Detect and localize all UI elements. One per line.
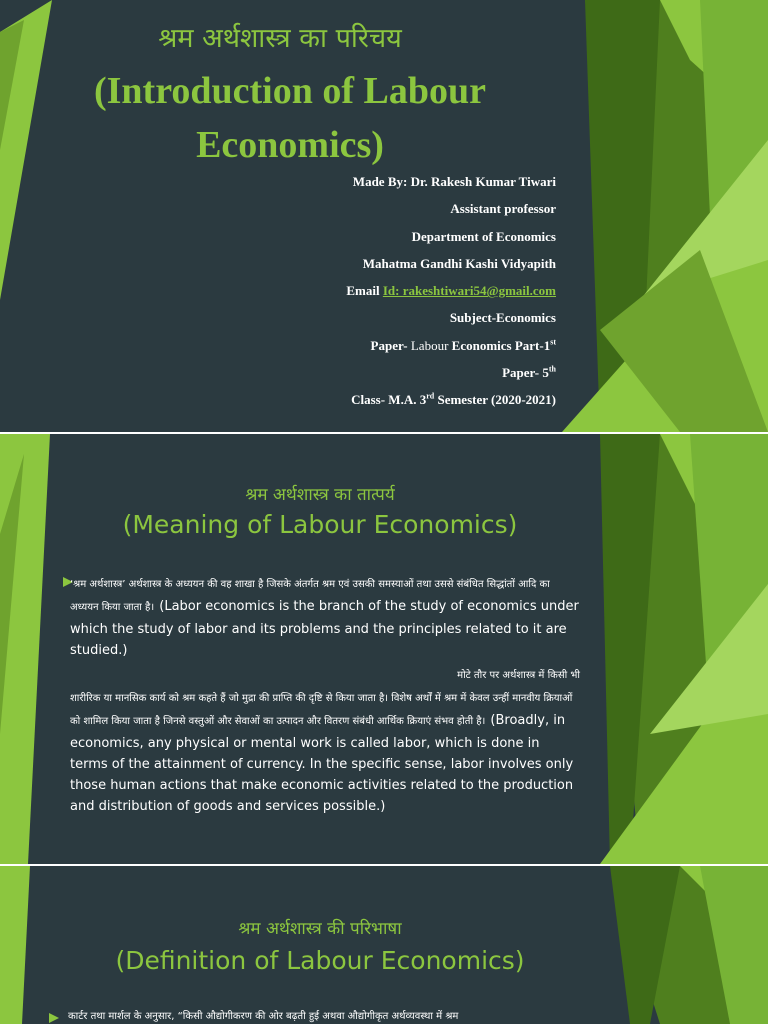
para2-english: (Broadly, in economics, any physical or mental work is called labor, which is done in terms of the attainment of currency. In the specific sense, labor involves only those human actions that make economic activities related to the production and distribution of goods and services possible.) bbox=[70, 713, 574, 814]
para1-english: (Labor economics is the branch of the study of economics under which the study of labor and its problems and the principles related to it are studied.) bbox=[70, 599, 579, 658]
designation: Assistant professor bbox=[450, 201, 556, 217]
subject: Subject-Economics bbox=[449, 310, 556, 326]
slide-definition bbox=[0, 866, 768, 1024]
paper-prefix: Paper- bbox=[370, 337, 408, 353]
email-link[interactable]: Id: rakeshtiwari54@gmail.com bbox=[382, 283, 556, 299]
slide2-hindi-title: श्रम अर्थशास्त्र का तात्पर्य bbox=[245, 485, 395, 505]
paper-light: Labour bbox=[410, 337, 449, 353]
paper-no-sup: th bbox=[548, 364, 556, 374]
paper-title bbox=[346, 332, 556, 359]
made-by: Made By: Dr. Rakesh Kumar Tiwari bbox=[352, 174, 556, 189]
paper-rest: Economics Part-1 bbox=[451, 337, 551, 353]
email-label: Email bbox=[346, 283, 380, 299]
slide3-body: कार्टर तथा मार्शल के अनुसार, “किसी औद्योगीकरण की ओर बढ़ती हुई अथवा औद्योगीकृत अर्थव्यवस्था में श्रम bbox=[68, 1011, 459, 1022]
para1-hindi: ‘श्रम अर्थशास्त्र’ अर्थशास्त्र के अध्ययन की वह शाखा है जिसके अंतर्गत श्रम एवं उसकी समस्याओं तथा उससे संबंधित सिद्धांतों आदि का अध्ययन किया जाता है। bbox=[70, 579, 550, 613]
department: Department of Economics bbox=[411, 228, 556, 244]
slide3-hindi-title: श्रम अर्थशास्त्र की परिभाषा bbox=[238, 919, 402, 939]
slide-meaning bbox=[0, 434, 768, 864]
para2-hindi: शारीरिक या मानसिक कार्य को श्रम कहते हैं जो मुद्रा की प्राप्ति की दृष्टि से किया जाता है। विशेष अर्थों में श्रम में केवल उन्हीं मानवीय क्रियाओं को शामिल किया जाता है जिनसे वस्तुओं और सेवाओं का उत्पादन और वितरण संबंधी आर्थिक क्रियाएं संभव होती है। bbox=[70, 693, 573, 727]
bullet-arrow-icon bbox=[48, 1012, 60, 1024]
class-prefix: Class- M.A. 3 bbox=[351, 392, 427, 408]
slide2-body bbox=[70, 572, 580, 816]
class-rest: Semester (2020-2021) bbox=[437, 392, 556, 408]
class-sup: rd bbox=[426, 392, 435, 402]
slide-introduction bbox=[0, 0, 768, 432]
slide2-title: (Meaning of Labour Economics) bbox=[122, 510, 518, 539]
slide3-title: (Definition of Labour Economics) bbox=[115, 946, 525, 975]
email-line bbox=[346, 277, 556, 304]
para2-hindi-lead: मोटे तौर पर अर्थशास्त्र में किसी भी bbox=[457, 670, 580, 681]
slide1-title: (Introduction of Labour Economics) bbox=[93, 70, 487, 166]
paper-number bbox=[346, 359, 556, 386]
university: Mahatma Gandhi Kashi Vidyapith bbox=[362, 255, 556, 271]
paper-no: Paper- 5 bbox=[502, 365, 549, 381]
slide1-hindi-title: श्रम अर्थशास्त्र का परिचय bbox=[158, 23, 402, 54]
author-credits bbox=[346, 168, 556, 414]
green-decoration bbox=[0, 866, 768, 1024]
class-info bbox=[346, 386, 556, 413]
paper-sup: st bbox=[550, 337, 556, 347]
